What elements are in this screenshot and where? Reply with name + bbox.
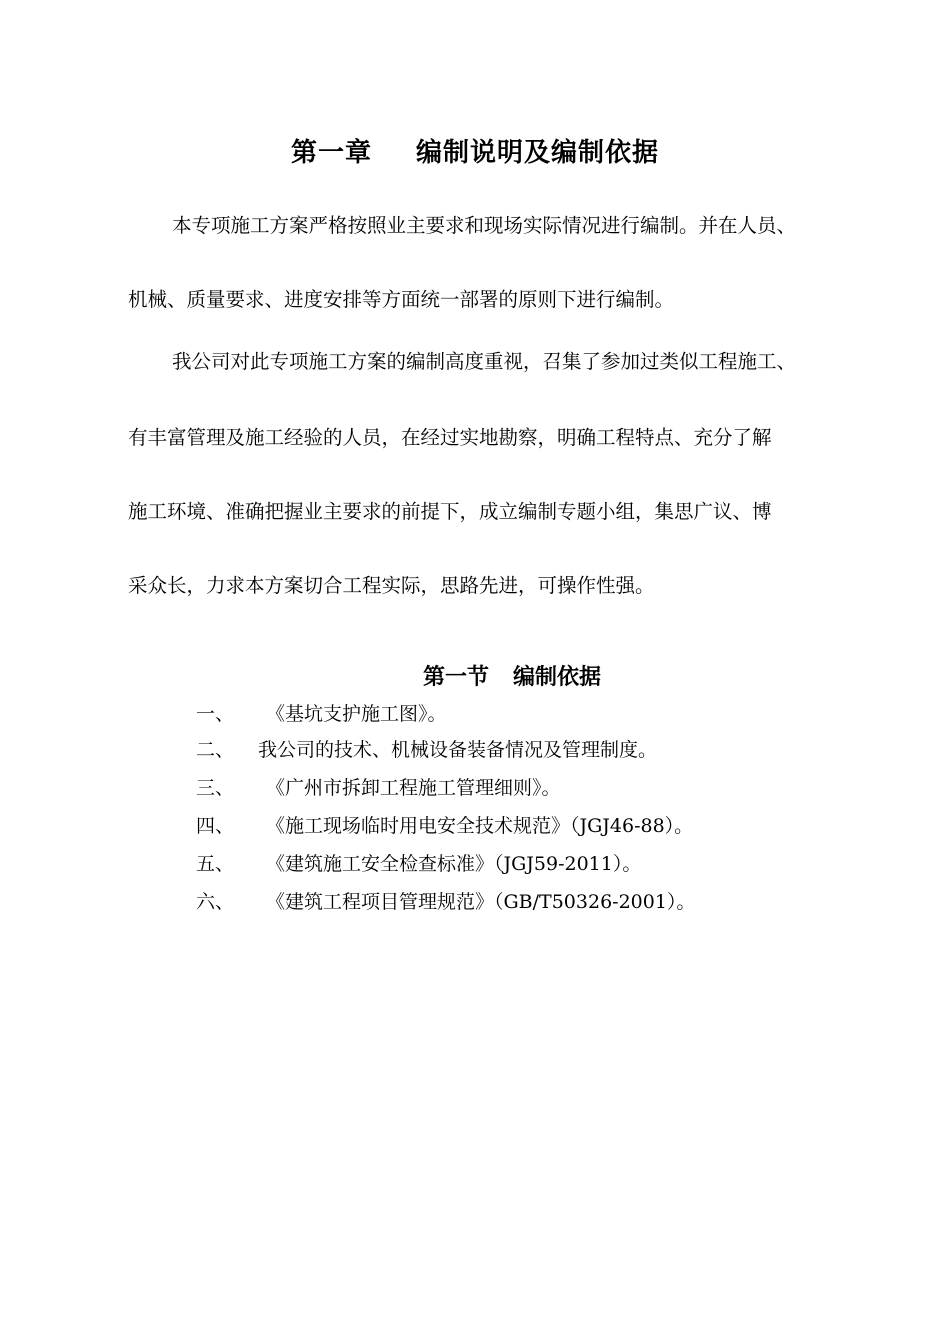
list-item-number: 六、 — [196, 891, 235, 913]
list-item-text: 《广州市拆卸工程施工管理细则》。 — [266, 777, 561, 799]
list-item — [196, 774, 561, 802]
list-item — [196, 850, 641, 878]
list-item — [196, 888, 695, 916]
chapter-number: 第一章 — [290, 138, 372, 168]
list-item-text: 《施工现场临时用电安全技术规范》（JGJ46-88）。 — [266, 815, 694, 837]
chapter-title — [0, 132, 950, 169]
list-item — [196, 812, 693, 840]
list-item-text: 我公司的技术、机械设备装备情况及管理制度。 — [258, 739, 658, 761]
section-heading: 编制依据 — [513, 664, 602, 690]
list-item — [196, 700, 447, 728]
section-title — [0, 660, 950, 691]
paragraph-2-line-2: 有丰富管理及施工经验的人员，在经过实地勘察，明确工程特点、充分了解 — [128, 426, 772, 449]
list-item-text: 《建筑施工安全检查标准》（JGJ59-2011）。 — [266, 853, 642, 875]
list-item-text: 《建筑工程项目管理规范》（GB/T50326-2001）。 — [266, 891, 696, 913]
section-number: 第一节 — [422, 664, 489, 690]
chapter-heading: 编制说明及编制依据 — [416, 138, 660, 168]
paragraph-1-line-1: 本专项施工方案严格按照业主要求和现场实际情况进行编制。并在人员、 — [172, 214, 797, 237]
list-item-number: 四、 — [196, 815, 235, 837]
list-item-number: 一、 — [196, 703, 235, 725]
list-item-text: 《基坑支护施工图》。 — [266, 703, 447, 725]
list-item — [196, 736, 657, 764]
paragraph-2-line-4: 采众长，力求本方案切合工程实际，思路先进，可操作性强。 — [128, 574, 655, 597]
list-item-number: 五、 — [196, 853, 235, 875]
paragraph-1-line-2: 机械、质量要求、进度安排等方面统一部署的原则下进行编制。 — [128, 288, 675, 311]
list-item-number: 三、 — [196, 777, 235, 799]
paragraph-2-line-1: 我公司对此专项施工方案的编制高度重视，召集了参加过类似工程施工、 — [172, 350, 797, 373]
list-item-number: 二、 — [196, 739, 235, 761]
paragraph-2-line-3: 施工环境、准确把握业主要求的前提下，成立编制专题小组，集思广议、博 — [128, 500, 772, 523]
